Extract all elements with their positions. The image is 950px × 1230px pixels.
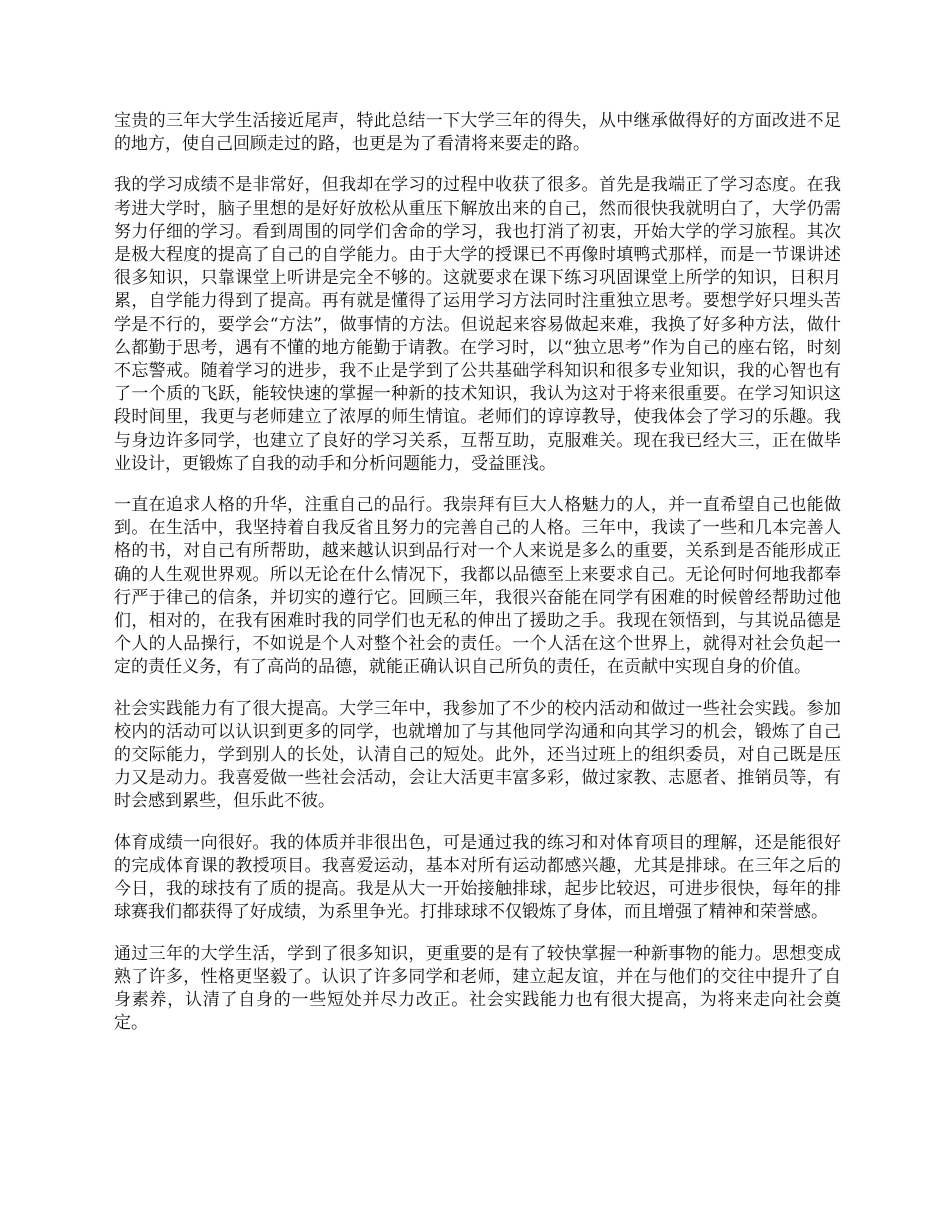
paragraph-study: 我的学习成绩不是非常好，但我却在学习的过程中收获了很多。首先是我端正了学习态度。在我考进大学时，脑子里想的是好好放松从重压下解放出来的自己，然而很快我就明白了，大学仍需努力仔细的学习。看到周围的同学们舍命的学习，我也打消了初衷，开始大学的学习旅程。其次是极大程度的提高了自己的自学能力。由于大学的授课已不再像时填鸭式那样，而是一节课讲述很多知识，只靠课堂上听讲是完全不够的。这就要求在课下练习巩固课堂上所学的知识，日积月累，自学能力得到了提高。再有就是懂得了运用学习方法同时注重独立思考。要想学好只埋头苦学是不行的，要学会“方法”，做事情的方法。但说起来容易做起来难，我换了好多种方法，做什么都勤于思考，遇有不懂的地方能勤于请教。在学习时，以“独立思考”作为自己的座右铭，时刻不忘警戒。随着学习的进步，我不止是学到了公共基础学科知识和很多专业知识，我的心智也有了一个质的飞跃，能较快速的掌握一种新的技术知识，我认为这对于将来很重要。在学习知识这段时间里，我更与老师建立了浓厚的师生情谊。老师们的谆谆教导，使我体会了学习的乐趣。我与身边许多同学，也建立了良好的学习关系，互帮互助，克服难关。现在我已经大三，正在做毕业设计，更锻炼了自我的动手和分析问题能力，受益匪浅。 [114, 175, 841, 474]
paragraph-intro: 宝贵的三年大学生活接近尾声，特此总结一下大学三年的得失，从中继承做得好的方面改进不足的地方，使自己回顾走过的路，也更是为了看清将来要走的路。 [114, 111, 841, 155]
paragraph-character: 一直在追求人格的升华，注重自己的品行。我崇拜有巨大人格魅力的人，并一直希望自己也能做到。在生活中，我坚持着自我反省且努力的完善自己的人格。三年中，我读了一些和几本完善人格的书，对自己有所帮助，越来越认识到品行对一个人来说是多么的重要，关系到是否能形成正确的人生观世界观。所以无论在什么情况下，我都以品德至上来要求自己。无论何时何地我都奉行严于律己的信条，并切实的遵行它。回顾三年，我很兴奋能在同学有困难的时候曾经帮助过他们，相对的，在我有困难时我的同学们也无私的伸出了援助之手。我现在领悟到，与其说品德是个人的人品操行，不如说是个人对整个社会的责任。一个人活在这个世界上，就得对社会负起一定的责任义务，有了高尚的品德，就能正确认识自己所负的责任，在贡献中实现自身的价值。 [114, 495, 841, 678]
paragraph-conclusion: 通过三年的大学生活，学到了很多知识，更重要的是有了较快掌握一种新事物的能力。思想变成熟了许多，性格更坚毅了。认识了许多同学和老师，建立起友谊，并在与他们的交往中提升了自身素养，认清了自身的一些短处并尽力改正。社会实践能力也有很大提高，为将来走向社会奠定。 [114, 943, 841, 1034]
paragraph-sports: 体育成绩一向很好。我的体质并非很出色，可是通过我的练习和对体育项目的理解，还是能很好的完成体育课的教授项目。我喜爱运动，基本对所有运动都感兴趣，尤其是排球。在三年之后的今日，我的球技有了质的提高。我是从大一开始接触排球，起步比较迟，可进步很快，每年的排球赛我们都获得了好成绩，为系里争光。打排球球不仅锻炼了身体，而且增强了精神和荣誉感。 [114, 832, 841, 923]
document-body [114, 110, 841, 1053]
paragraph-social-practice: 社会实践能力有了很大提高。大学三年中，我参加了不少的校内活动和做过一些社会实践。参加校内的活动可以认识到更多的同学，也就增加了与其他同学沟通和向其学习的机会，锻炼了自己的交际能力，学到别人的长处，认清自己的短处。此外，还当过班上的组织委员，对自己既是压力又是动力。我喜爱做一些社会活动，会让大活更丰富多彩，做过家教、志愿者、推销员等，有时会感到累些，但乐此不彼。 [114, 698, 841, 812]
